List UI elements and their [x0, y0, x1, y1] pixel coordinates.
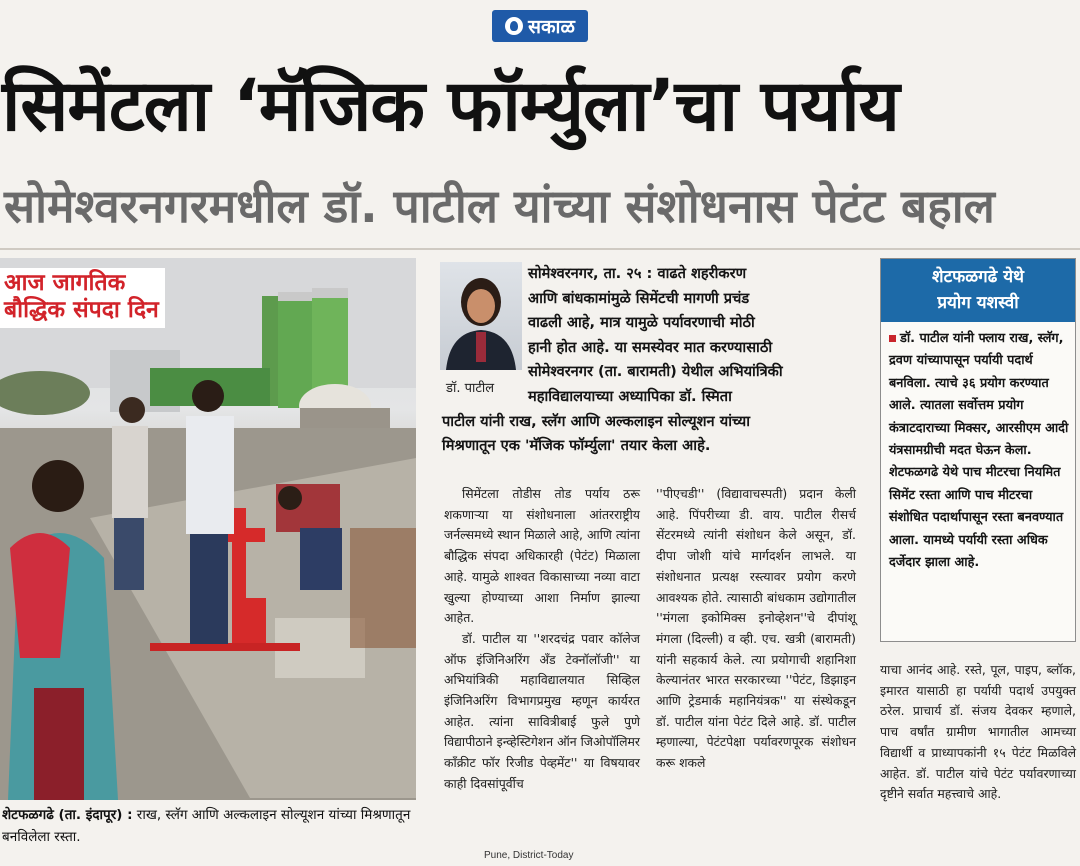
intro-line: मिश्रणातून एक 'मॅजिक फॉर्म्युला' तयार केला आहे. [442, 437, 711, 455]
intro-line: सोमेश्वरनगर (ता. बारामती) येथील अभियांत्रिकी [528, 363, 783, 381]
intro-line: हानी होत आहे. या समस्येवर मात करण्यासाठी [528, 338, 773, 356]
photo-scene [0, 258, 416, 800]
body-column-1 [444, 484, 640, 795]
divider [0, 248, 1080, 250]
sidebar-box-title [881, 259, 1075, 322]
brand-logo [492, 10, 588, 42]
subheadline: सोमेश्वरनगरमधील डॉ. पाटील यांच्या संशोधनास पेटंट बहाल [4, 179, 995, 233]
sidebar-box-text: डॉ. पाटील यांनी फ्लाय राख, स्लॅग, द्रवण यांच्यापासून पर्यायी पदार्थ बनविला. त्याचे ३६ प्रयोग करण्यात आले. त्यातला सर्वोत्तम प्रयोग कंत्राटदाराच्या मिक्सर, आरसीएम आदी यंत्रसामग्रीची मदत घेऊन केला. शेटफळगढे येथे पाच मीटरचा नियमित सिमेंट रस्ता आणि पाच मीटरचा संशोधित पदार्थापासून रस्ता बनवण्यात आला. यामध्ये पर्यायी रस्ता अधिक दर्जेदार झाला आहे. [889, 331, 1069, 571]
body-paragraph: याचा आनंद आहे. रस्ते, पूल, पाइप, ब्लॉक, इमारत यासाठी हा पर्यायी पदार्थ उपयुक्त ठरेल. प्राचार्य डॉ. संजय देवकर म्हणाले, पाच वर्षांत ग्रामीण भागातील आमच्या विद्यार्थी व प्राध्यापकांनी १५ पेटंट मिळविले आहेत. डॉ. पाटील यांचे पेटंट पर्यावरणाच्या दृष्टीने सर्वात महत्त्वाचे आहे. [880, 662, 1076, 802]
caption-text: राख, स्लॅग आणि अल्कलाइन सोल्यूशन यांच्या मिश्रणातून बनविलेला रस्ता. [2, 807, 411, 845]
world-ip-day-banner [0, 268, 165, 328]
banner-line-1: आज जागतिक [4, 270, 126, 296]
caption-place: शेटफळगढे (ता. इंदापूर) : [2, 807, 133, 823]
page-dateline: Pune, District-Today [484, 850, 574, 861]
body-column-2 [656, 484, 856, 774]
author-caption: डॉ. पाटील [446, 381, 495, 396]
body-paragraph: डॉ. पाटील या ''शरदचंद्र पवार कॉलेज ऑफ इंजिनिअरिंग अँड टेक्नॉलॉजी'' या अभियांत्रिकी महाविद्यालयात सिव्हिल इंजिनिअरिंग विभागप्रमुख म्हणून कार्यरत आहेत. त्यांना सावित्रीबाई फुले पुणे विद्यापीठाने इन्व्हेस्टिगेशन ऑन जिओपॉलिमर काँक्रीट फॉर रिजीड पेव्हमेंट'' या विषयावर काही दिवसांपूर्वीच [444, 630, 640, 791]
article-photo [0, 258, 416, 800]
intro-line: महाविद्यालयाच्या अध्यापिका डॉ. स्मिता [528, 387, 732, 405]
sidebar-box [880, 258, 1076, 642]
bullet-icon [889, 335, 896, 342]
intro-line: वाढली आहे, मात्र यामुळे पर्यावरणाची मोठी [528, 314, 755, 332]
banner-line-2: बौद्धिक संपदा दिन [4, 297, 159, 323]
sidebar-title-line-2: प्रयोग यशस्वी [937, 293, 1019, 313]
sidebar-title-line-1: शेटफळगढे येथे [932, 267, 1024, 287]
article-intro [442, 262, 862, 459]
logo-emblem-icon [505, 17, 523, 35]
body-paragraph: ''पीएचडी'' (विद्यावाचस्पती) प्रदान केली आहे. पिंपरीच्या डी. वाय. पाटील रीसर्च सेंटरमध्ये त्यांनी संशोधन केले असून, डॉ. दीपा जोशी यांचे मार्गदर्शन लाभले. या संशोधनात प्रत्यक्ष रस्त्यावर प्रयोग करणे आवश्यक होते. त्यासाठी बांधकाम उद्योगातील ''मंगला इकोमिक्स इनोव्हेशन''चे दीपांशू मंगला (दिल्ली) व व्ही. एच. खत्री (बारामती) यांनी सहकार्य केले. त्या प्रयोगाची शहानिशा केल्यानंतर भारत सरकारच्या ''पेटंट, डिझाइन आणि ट्रेडमार्क महानियंत्रक'' या संस्थेकडून डॉ. पाटील यांना पेटंट दिले आहे. डॉ. पाटील म्हणाल्या, पेटंटपेक्षा पर्यावरणपूरक संशोधन करू शकले [656, 486, 856, 771]
body-paragraph: सिमेंटला तोडीस तोड पर्याय ठरू शकणाऱ्या या संशोधनाला आंतरराष्ट्रीय जर्नल्समध्ये स्थान मिळाले आहे, आणि त्यांना बौद्धिक संपदा अधिकारही (पेटंट) मिळाला आहे. यामुळे शाश्वत विकासाच्या नव्या वाटा खुल्या होण्याच्या आशा निर्माण झाल्या आहेत. [444, 486, 640, 626]
headline: सिमेंटला ‘मॅजिक फॉर्म्युला’चा पर्याय [2, 64, 899, 147]
photo-caption [2, 804, 416, 848]
body-column-3 [880, 660, 1076, 805]
intro-line: आणि बांधकामांमुळे सिमेंटची मागणी प्रचंड [528, 289, 750, 307]
intro-line: पाटील यांनी राख, स्लॅग आणि अल्कलाइन सोल्यूशन यांच्या [442, 412, 751, 430]
brand-name: सकाळ [528, 16, 575, 38]
sidebar-box-body [881, 322, 1075, 574]
intro-line: सोमेश्वरनगर, ता. २५ : वाढते शहरीकरण [528, 265, 747, 282]
